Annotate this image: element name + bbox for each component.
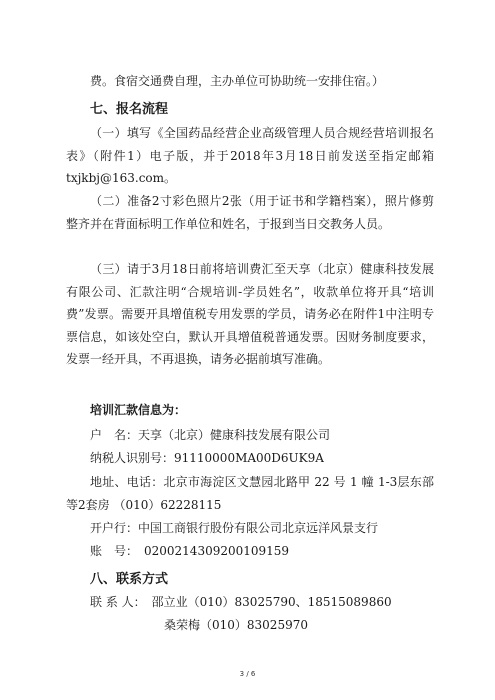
account-number: 账 号： 0200214309200109159 — [90, 544, 290, 558]
section-8-heading: 八、联系方式 — [90, 572, 169, 587]
intro-paragraph: 费。食宿交通费自理，主办单位可协助统一安排住宿。） — [90, 74, 385, 88]
remittance-heading: 培训汇款信息为： — [90, 403, 187, 417]
page-number: 3 / 6 — [239, 670, 256, 678]
address-phone: 地址、电话：北京市海淀区文慧园北路甲 22 号 1 幢 1-3层东部等2套房 （010）62228115 — [66, 475, 434, 512]
bank-name: 开户行：中国工商银行股份有限公司北京远洋风景支行 — [90, 521, 379, 535]
contact-line-1: 联 系 人： 邵立业（010）83025790、18515089860 — [90, 595, 392, 609]
contact-line-2: 桑荣梅（010）83025970 — [164, 618, 308, 632]
account-name: 户 名：天享（北京）健康科技发展有限公司 — [90, 428, 331, 442]
step-1-paragraph: （一）填写《全国药品经营企业高级管理人员合规经营培训报名表》（附件1）电子版，并于2018年3月18日前发送至指定邮箱txjkbj@163.com。 — [66, 126, 434, 185]
section-7-heading: 七、报名流程 — [90, 102, 169, 117]
step-2-paragraph: （二）准备2寸彩色照片2张（用于证书和学籍档案），照片修剪整齐并在背面标明工作单位和姓名，于报到当日交教务人员。 — [66, 194, 434, 231]
step-3-paragraph: （三）请于3月18日前将培训费汇至天享（北京）健康科技发展有限公司、汇款注明“合规培训-学员姓名”，收款单位将开具“培训费”发票。需要开具增值税专用发票的学员，请务必在附件1中注明专票信息，如该处空白，默认开具增值税普通发票。因财务制度要求，发票一经开具，不再退换，请务必据前填写准确。 — [66, 262, 434, 366]
taxpayer-id: 纳税人识别号：91110000MA00D6UK9A — [90, 451, 324, 465]
